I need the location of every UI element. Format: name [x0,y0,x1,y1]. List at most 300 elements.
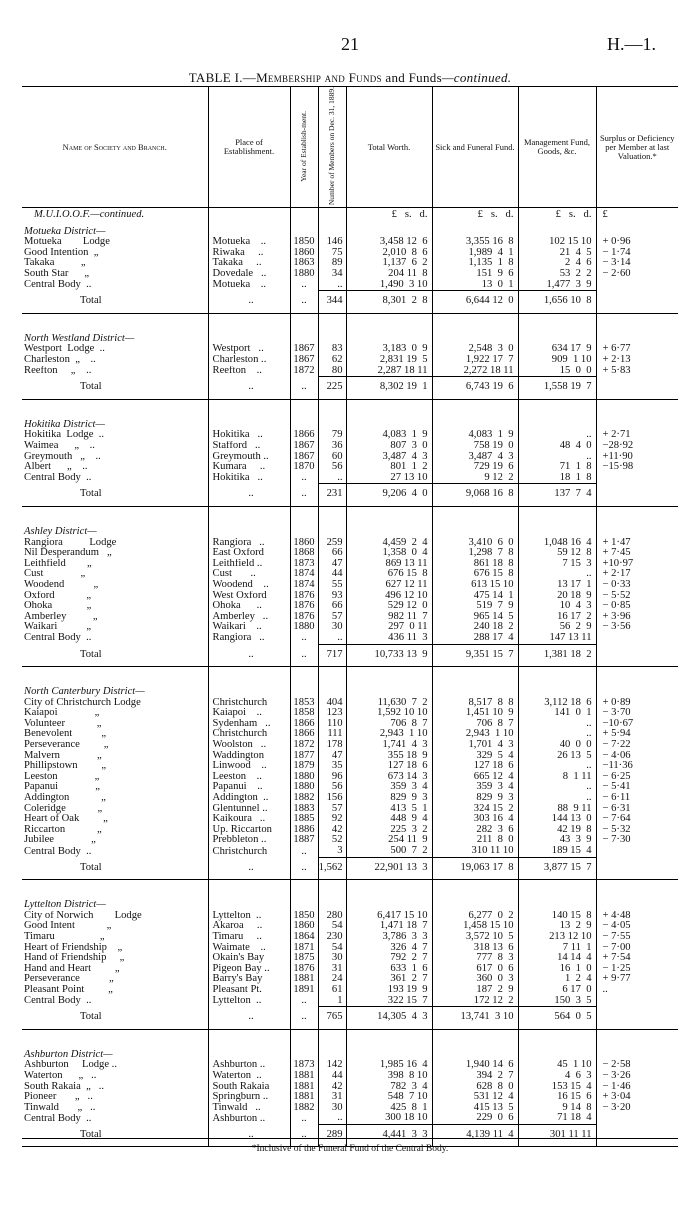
cell-sick: 13 0 1 [432,280,518,291]
cell-year: 1860 [290,248,318,259]
cell-mgmt: 88 9 11 [518,804,596,815]
cell-worth: 204 11 8 [346,269,432,280]
cell-place: Stafford .. [208,441,290,452]
cell-members: 47 [318,751,346,762]
cell-place: Motueka .. [208,237,290,248]
total-row [22,1007,678,1030]
cell-sick: 2,272 18 11 [432,366,518,377]
cell-sick: 617 0 6 [432,964,518,975]
table-row [22,612,678,623]
cell-name: Leithfield „ [24,558,92,569]
cell-worth: 3,183 0 9 [346,344,432,355]
cell-members: 111 [318,729,346,740]
table-row [22,814,678,825]
cell-members: 142 [318,1060,346,1071]
cell-place: South Rakaia [208,1082,290,1093]
total-row [22,644,678,667]
cell-surplus: + 7·54 [596,953,678,964]
cell-year: 1881 [290,1071,318,1082]
cell-name: Hokitika Lodge .. [24,430,105,441]
cell-year: 1867 [290,441,318,452]
total-mgmt: 3,877 15 7 [518,857,596,880]
total-worth: 8,301 2 8 [346,291,432,314]
cell-name: Ashburton Lodge .. [24,1060,117,1071]
table-row [22,441,678,452]
total-empty [596,484,678,507]
table-row [22,591,678,602]
cell-worth: 633 1 6 [346,964,432,975]
cell-name: Good Intention „ [24,247,99,258]
table-row [22,793,678,804]
cell-worth: 1,741 4 3 [346,740,432,751]
cell-name: Amberley „ [24,611,98,622]
table-row [22,473,678,484]
spacer-row [22,667,678,682]
cell-surplus: −11·36 [596,761,678,772]
cell-sick: 475 14 1 [432,591,518,602]
cell-surplus: + 5·83 [596,366,678,377]
cell-name: Westport Lodge .. [24,344,105,355]
cell-members: 96 [318,772,346,783]
cell-mgmt: 7 15 3 [518,559,596,570]
cell-worth: 782 3 4 [346,1082,432,1093]
total-mgmt: 137 7 4 [518,484,596,507]
table-row [22,622,678,633]
total-worth: 10,733 13 9 [346,644,432,667]
cell-sick: 1,135 1 8 [432,258,518,269]
cell-year: 1872 [290,366,318,377]
cell-name: Addington „ [24,793,106,804]
table-row [22,921,678,932]
cell-worth: 500 7 2 [346,846,432,857]
cell-members: 24 [318,974,346,985]
district-title-row [22,681,678,698]
cell-year: .. [290,846,318,857]
cell-members: 259 [318,538,346,549]
table-row [22,1071,678,1082]
cell-surplus: + 2·17 [596,569,678,580]
cell-place: Westport .. [208,344,290,355]
table-row [22,452,678,463]
table-row [22,911,678,922]
table-row [22,269,678,280]
cell-members: 57 [318,612,346,623]
total-worth: 14,305 4 3 [346,1007,432,1030]
total-dots: .. [290,1007,318,1030]
cell-year: 1879 [290,761,318,772]
cell-name: Phillipstown „ [24,761,107,772]
cell-worth: 436 11 3 [346,633,432,644]
cell-members: 31 [318,964,346,975]
cell-place: Leeston .. [208,772,290,783]
cell-surplus: + 3·04 [596,1092,678,1103]
cell-members: 56 [318,782,346,793]
cell-members: 54 [318,921,346,932]
cell-mgmt: 1 2 4 [518,974,596,985]
cell-surplus: + 0·96 [596,237,678,248]
cell-mgmt: 43 3 9 [518,835,596,846]
cell-place: Okain's Bay [208,953,290,964]
cell-surplus: − 0·85 [596,601,678,612]
cell-place: Waimate .. [208,943,290,954]
cell-year: 1868 [290,548,318,559]
cell-name: Papanui „ [24,782,100,793]
header-mgmt: Management Fund, Goods, &c. [518,87,596,208]
cell-surplus: + 4·48 [596,911,678,922]
cell-mgmt: 3,112 18 6 [518,698,596,709]
cell-name: Woodend „ [24,579,99,590]
cell-mgmt: 909 1 10 [518,355,596,366]
cell-year: 1876 [290,601,318,612]
header-name: Name of Society and Branch. [22,87,208,208]
cell-surplus: − 5·41 [596,782,678,793]
cell-year: 1860 [290,538,318,549]
cell-worth: 801 1 2 [346,462,432,473]
cell-sick: 329 5 4 [432,751,518,762]
total-label: Total [22,377,208,400]
cell-sick: 4,083 1 9 [432,430,518,441]
cell-mgmt: .. [518,761,596,772]
cell-surplus: + 2·71 [596,430,678,441]
cell-year: 1883 [290,804,318,815]
total-members: 225 [318,377,346,400]
cell-worth: 807 3 0 [346,441,432,452]
spacer-row [22,880,678,895]
total-dots: .. [208,1124,290,1147]
cell-surplus: − 7·55 [596,932,678,943]
cell-sick: 303 16 4 [432,814,518,825]
cell-mgmt: 16 1 0 [518,964,596,975]
table-row [22,1092,678,1103]
cell-members: 92 [318,814,346,825]
cell-surplus: − 5·32 [596,825,678,836]
cell-worth: 193 19 9 [346,985,432,996]
cell-name: Riccarton „ [24,824,102,835]
cell-place: Christchurch [208,698,290,709]
cell-worth: 3,786 3 3 [346,932,432,943]
cell-members: 52 [318,835,346,846]
cell-surplus: − 1·25 [596,964,678,975]
table-row [22,846,678,857]
cell-place: Rangiora .. [208,538,290,549]
cell-year: 1891 [290,985,318,996]
cell-sick: 1,458 15 10 [432,921,518,932]
cell-year: 1881 [290,974,318,985]
cell-worth: 398 8 10 [346,1071,432,1082]
cell-worth: 676 15 8 [346,569,432,580]
cell-worth: 2,010 8 6 [346,248,432,259]
cell-mgmt: 16 17 2 [518,612,596,623]
cell-year: 1864 [290,932,318,943]
cell-place: Woolston .. [208,740,290,751]
total-members: 717 [318,644,346,667]
cell-year: 1867 [290,452,318,463]
cell-name: Waikari „ [24,622,92,633]
cell-place: Timaru .. [208,932,290,943]
table-row [22,740,678,751]
cell-sick: 359 3 4 [432,782,518,793]
cell-year: 1887 [290,835,318,846]
total-dots: .. [290,377,318,400]
total-mgmt: 301 11 11 [518,1124,596,1147]
cell-surplus: − 4·06 [596,751,678,762]
cell-name: Timaru „ [24,931,105,942]
total-members: 1,562 [318,857,346,880]
total-worth: 22,901 13 3 [346,857,432,880]
cell-mgmt: .. [518,452,596,463]
cell-sick: 127 18 6 [432,761,518,772]
total-mgmt: 1,558 19 7 [518,377,596,400]
cell-worth: 548 7 10 [346,1092,432,1103]
cell-mgmt: 1,477 3 9 [518,280,596,291]
cell-surplus: − 0·33 [596,580,678,591]
cell-members: 31 [318,1092,346,1103]
table-row [22,569,678,580]
cell-year: 1875 [290,953,318,964]
cell-mgmt: 189 15 4 [518,846,596,857]
total-sick: 9,351 15 7 [432,644,518,667]
district-title: Ashley District— [24,525,97,537]
cell-year: .. [290,1113,318,1124]
cell-sick: 861 18 8 [432,559,518,570]
cell-place: East Oxford [208,548,290,559]
spacer-row [22,313,678,328]
cell-surplus [596,846,678,857]
table-row [22,430,678,441]
cell-worth: 982 11 7 [346,612,432,623]
cell-place: Linwood .. [208,761,290,772]
cell-surplus: − 3·14 [596,258,678,269]
table-row [22,729,678,740]
cell-mgmt: 9 14 8 [518,1103,596,1114]
cell-worth: 11,630 7 2 [346,698,432,709]
cell-place: Up. Riccarton [208,825,290,836]
cell-members: .. [318,633,346,644]
cell-members: 42 [318,1082,346,1093]
total-worth: 9,206 4 0 [346,484,432,507]
cell-members: 75 [318,248,346,259]
district-title-row [22,414,678,431]
cell-surplus: + 7·45 [596,548,678,559]
cell-sick: 172 12 2 [432,996,518,1007]
cell-sick: 729 19 6 [432,462,518,473]
cell-year: 1880 [290,782,318,793]
membership-table [22,86,678,1147]
cell-surplus: − 3·70 [596,708,678,719]
total-empty [596,857,678,880]
cell-surplus: − 7·30 [596,835,678,846]
cell-sick: 288 17 4 [432,633,518,644]
district-title-row [22,328,678,345]
cell-place: Christchurch [208,846,290,857]
cell-sick: 777 8 3 [432,953,518,964]
total-label: Total [22,484,208,507]
table-row [22,964,678,975]
cell-members: 62 [318,355,346,366]
cell-name: Heart of Friendship „ [24,942,123,953]
cell-mgmt: 71 18 4 [518,1113,596,1124]
cell-surplus: − 1·74 [596,248,678,259]
cell-mgmt: 14 14 4 [518,953,596,964]
cell-year: 1863 [290,258,318,269]
cell-members: 404 [318,698,346,709]
cell-year: 1876 [290,964,318,975]
cell-surplus: − 7·00 [596,943,678,954]
cell-name: South Star „ [24,269,90,280]
cell-worth: 2,287 18 11 [346,366,432,377]
cell-place: Pleasant Pt. [208,985,290,996]
cell-surplus: + 6·77 [596,344,678,355]
district-title: Hokitika District— [24,418,105,430]
table-title-prefix: TABLE I.— [188,70,257,85]
currency-row [22,208,678,221]
district-title: Ashburton District— [24,1048,113,1060]
cell-members: 93 [318,591,346,602]
cell-worth: 869 13 11 [346,559,432,570]
cell-name: Perseverance „ [24,974,114,985]
cell-worth: 425 8 1 [346,1103,432,1114]
cell-year: 1874 [290,569,318,580]
cell-sick: 360 0 3 [432,974,518,985]
table-row [22,237,678,248]
cell-worth: 127 18 6 [346,761,432,772]
cell-sick: 665 12 4 [432,772,518,783]
cell-name: Oxford „ [24,590,92,601]
total-empty [596,377,678,400]
total-sick: 6,743 19 6 [432,377,518,400]
spacer-row [22,1029,678,1044]
cell-place: West Oxford [208,591,290,602]
cell-members: 34 [318,269,346,280]
cell-worth: 2,831 19 5 [346,355,432,366]
header-sick: Sick and Funeral Fund. [432,87,518,208]
cell-name: Waterton „ .. [24,1070,97,1081]
cell-sick: 1,922 17 7 [432,355,518,366]
cell-worth: 496 12 10 [346,591,432,602]
cell-mgmt: 15 0 0 [518,366,596,377]
table-row [22,538,678,549]
cell-place: Akaroa .. [208,921,290,932]
cell-mgmt: 140 15 8 [518,911,596,922]
cell-surplus: −28·92 [596,441,678,452]
cell-name: Albert „ .. [24,462,88,473]
cell-sick: 1,701 4 3 [432,740,518,751]
cell-name: Tinwald „ .. [24,1102,96,1113]
cell-year: 1853 [290,698,318,709]
table-row [22,772,678,783]
cell-place: Springburn .. [208,1092,290,1103]
table-row [22,559,678,570]
district-title-row [22,521,678,538]
cell-worth: 2,943 1 10 [346,729,432,740]
spacer-row [22,399,678,414]
cell-mgmt: .. [518,729,596,740]
cell-name: City of Norwich Lodge [24,910,142,921]
cell-surplus: − 3·26 [596,1071,678,1082]
cell-place: Charleston .. [208,355,290,366]
cell-mgmt: 1,048 16 4 [518,538,596,549]
table-row [22,825,678,836]
cell-worth: 3,487 4 3 [346,452,432,463]
total-dots: .. [208,377,290,400]
total-sick: 9,068 16 8 [432,484,518,507]
cell-place: Kumara .. [208,462,290,473]
cell-surplus: −15·98 [596,462,678,473]
cell-place: Tinwald .. [208,1103,290,1114]
total-mgmt: 1,381 18 2 [518,644,596,667]
cell-surplus: − 7·22 [596,740,678,751]
table-row [22,462,678,473]
cell-place: Ashburton .. [208,1113,290,1124]
cell-name: Nil Desperandum „ [24,548,112,559]
cell-worth: 6,417 15 10 [346,911,432,922]
table-row [22,366,678,377]
cell-name: Kaiapoi „ [24,708,100,719]
cell-surplus: +10·97 [596,559,678,570]
table-row [22,580,678,591]
cell-members: 1 [318,996,346,1007]
cell-surplus: − 6·31 [596,804,678,815]
table-row [22,835,678,846]
cell-worth: 792 2 7 [346,953,432,964]
cell-name: Central Body .. [24,279,92,291]
total-sick: 4,139 11 4 [432,1124,518,1147]
cell-surplus: − 7·64 [596,814,678,825]
cell-mgmt: 147 13 11 [518,633,596,644]
total-members: 289 [318,1124,346,1147]
cell-name: Ohoka „ [24,601,92,612]
cell-name: Waimea „ .. [24,441,95,452]
cell-surplus: − 6·25 [596,772,678,783]
cell-place: Christchurch [208,729,290,740]
cell-name: Pleasant Point „ [24,984,113,995]
cell-year: 1881 [290,1082,318,1093]
cell-sick: 1,298 7 8 [432,548,518,559]
cell-surplus: .. [596,985,678,996]
cell-name: Rangiora Lodge [24,537,117,548]
header-surplus: Surplus or Deficiency per Member at last Valuation.* [596,87,678,208]
header-place: Place of Establishment. [208,87,290,208]
cell-worth: 4,459 2 4 [346,538,432,549]
cell-mgmt: 13 17 1 [518,580,596,591]
total-label: Total [22,857,208,880]
cell-place: Waterton .. [208,1071,290,1082]
cell-worth: 322 15 7 [346,996,432,1007]
cell-year: 1886 [290,825,318,836]
cell-mgmt: 26 13 5 [518,751,596,762]
total-dots: .. [208,484,290,507]
cell-mgmt: 6 17 0 [518,985,596,996]
cell-members: 30 [318,1103,346,1114]
district-title-row [22,1044,678,1061]
cell-members: 123 [318,708,346,719]
total-dots: .. [290,484,318,507]
cell-sick: 1,989 4 1 [432,248,518,259]
cell-surplus: + 1·47 [596,538,678,549]
cell-mgmt: 153 15 4 [518,1082,596,1093]
cell-worth: 627 12 11 [346,580,432,591]
cell-mgmt: 18 1 8 [518,473,596,484]
cell-surplus [596,473,678,484]
total-dots: .. [290,1124,318,1147]
total-row [22,484,678,507]
district-title-row [22,894,678,911]
cell-members: 56 [318,462,346,473]
cell-worth: 529 12 0 [346,601,432,612]
total-members: 231 [318,484,346,507]
cell-place: Lyttelton .. [208,996,290,1007]
total-label: Total [22,1124,208,1147]
